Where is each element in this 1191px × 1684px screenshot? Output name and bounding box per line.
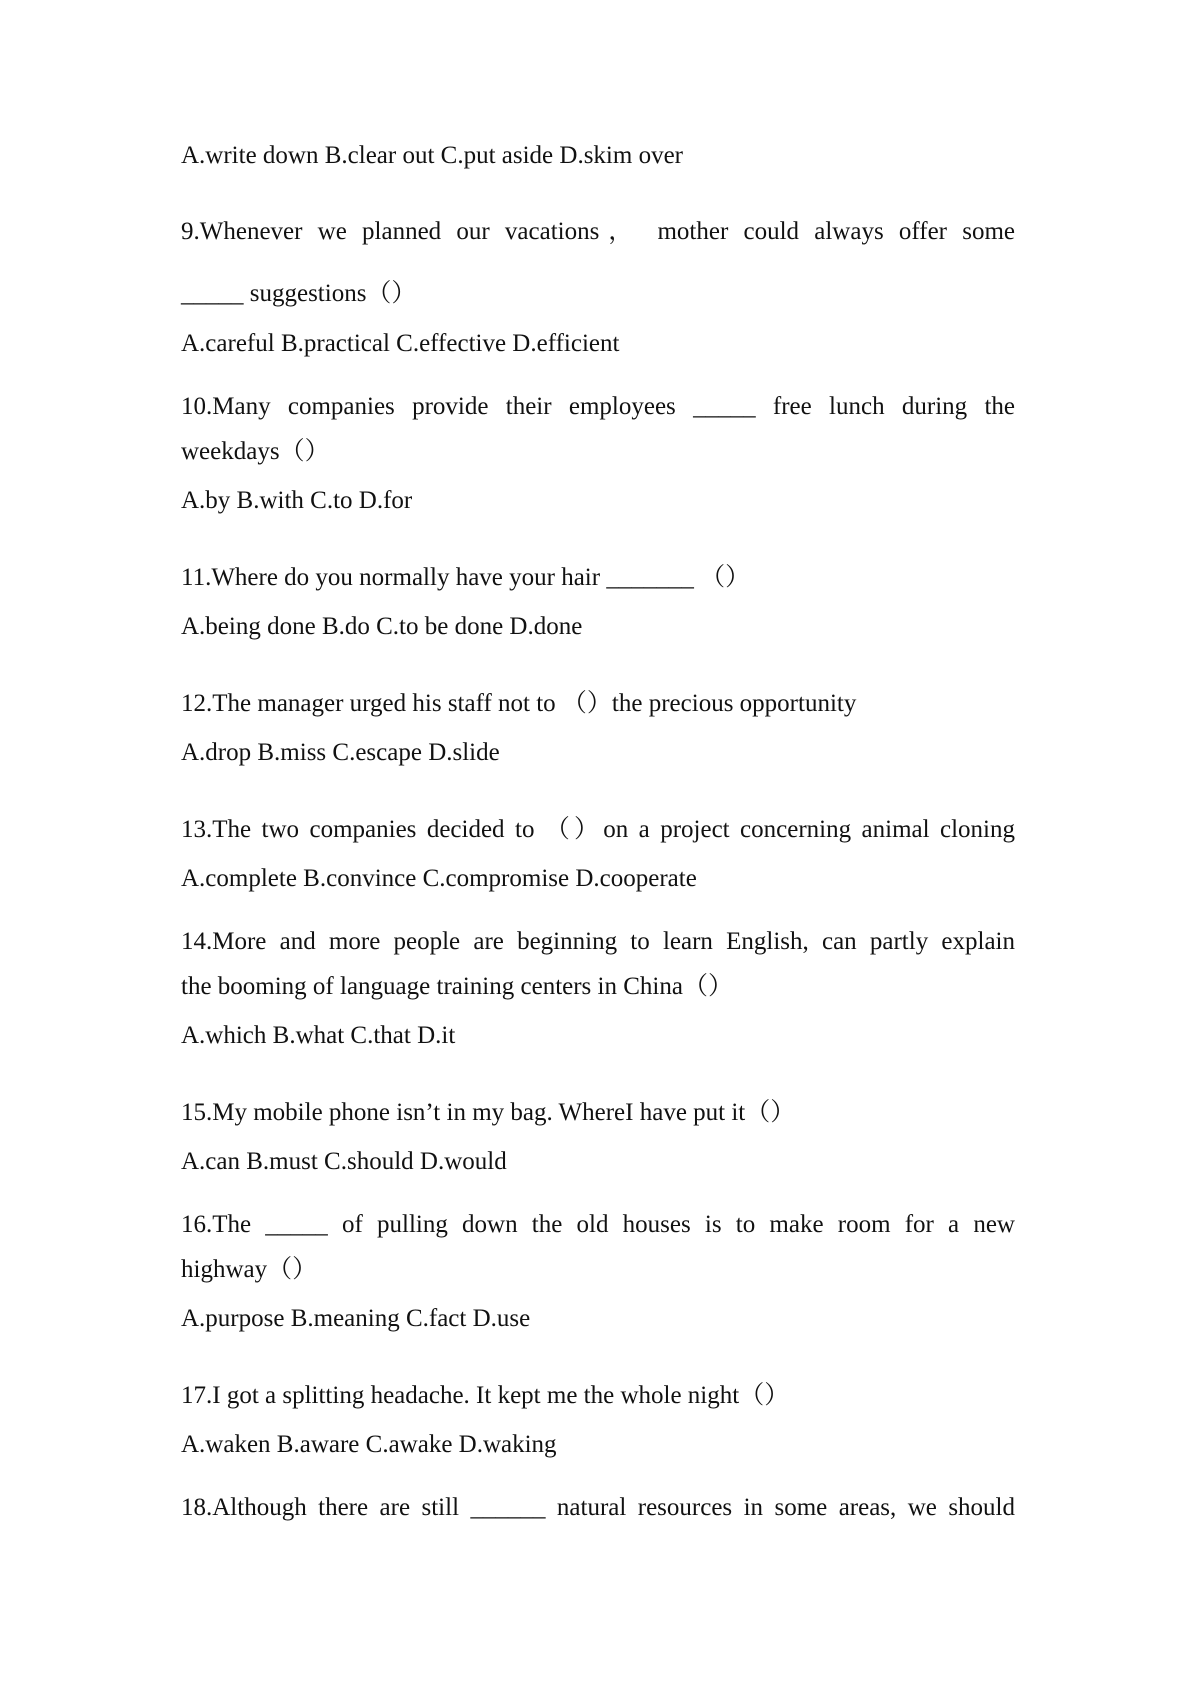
q9-options: A.careful B.practical C.effective D.efficient: [181, 330, 620, 357]
q9-question-line-2: _____ suggestions（）: [181, 280, 417, 307]
q14-question-line-1: 14.More and more people are beginning to learn English, can partly explain: [181, 928, 1015, 955]
q14-options: A.which B.what C.that D.it: [181, 1022, 456, 1049]
q10-question-line-2: weekdays（）: [181, 438, 330, 465]
q15-question: 15.My mobile phone isn’t in my bag. WhereI have put it（）: [181, 1099, 796, 1126]
q16-options: A.purpose B.meaning C.fact D.use: [181, 1305, 531, 1332]
q13-question: 13.The two companies decided to （）on a project concerning animal cloning: [181, 816, 1015, 843]
q12-options: A.drop B.miss C.escape D.slide: [181, 739, 500, 766]
q16-question-line-2: highway（）: [181, 1256, 318, 1283]
q12-question: 12.The manager urged his staff not to （）the precious opportunity: [181, 690, 857, 717]
q11-options: A.being done B.do C.to be done D.done: [181, 613, 583, 640]
q8-options: A.write down B.clear out C.put aside D.skim over: [181, 142, 683, 169]
q16-question-line-1: 16.The _____ of pulling down the old houses is to make room for a new: [181, 1211, 1015, 1238]
q9-question-line-1: 9.Whenever we planned our vacations， mother could always offer some: [181, 218, 1015, 245]
q14-question-line-2: the booming of language training centers in China（）: [181, 973, 733, 1000]
q15-options: A.can B.must C.should D.would: [181, 1148, 507, 1175]
q11-question: 11.Where do you normally have your hair _______ （）: [181, 564, 751, 591]
q17-options: A.waken B.aware C.awake D.waking: [181, 1431, 557, 1458]
q17-question: 17.I got a splitting headache. It kept me the whole night（）: [181, 1382, 790, 1409]
q18-question-line-1: 18.Although there are still ______ natural resources in some areas, we should: [181, 1494, 1015, 1521]
q10-options: A.by B.with C.to D.for: [181, 487, 413, 514]
q13-options: A.complete B.convince C.compromise D.cooperate: [181, 865, 697, 892]
q10-question-line-1: 10.Many companies provide their employees _____ free lunch during the: [181, 393, 1015, 420]
